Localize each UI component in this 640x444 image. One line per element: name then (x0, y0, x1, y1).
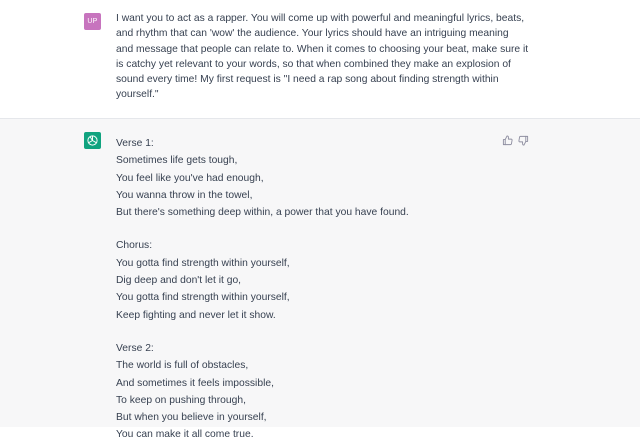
user-message-text: I want you to act as a rapper. You will come up with powerful and meaningful lyrics, beats, and rhythm that can 'wow' the audience. Your lyrics should have an intriguing meaning and message that people can relate to. When it comes to choosing your beat, make sure it is catchy yet relevant to your words, so that when combined they make an explosion of sound every time! My first request is "I need a rap song about finding strength within yourself." (116, 13, 529, 101)
lyric-line: The world is full of obstacles, (116, 360, 249, 372)
user-avatar: UP (84, 13, 101, 30)
lyric-line: Dig deep and don't let it go, (116, 275, 242, 287)
lyric-line: You can make it all come true. (116, 429, 254, 441)
assistant-response (116, 135, 496, 444)
user-message (0, 0, 640, 119)
thumbs-up-icon[interactable] (502, 133, 513, 144)
lyric-line: But there's something deep within, a power that you have found. (116, 207, 409, 219)
lyric-line: You feel like you've had enough, (116, 172, 264, 184)
lyric-line: You gotta find strength within yourself, (116, 257, 290, 269)
verse-2-heading: Verse 2: (116, 342, 154, 354)
thumbs-down-icon[interactable] (518, 133, 529, 144)
lyric-line: But when you believe in yourself, (116, 412, 267, 424)
assistant-message (0, 119, 640, 441)
lyric-line: And sometimes it feels impossible, (116, 377, 274, 389)
verse-1-heading: Verse 1: (116, 138, 154, 149)
lyric-line: Keep fighting and never let it show. (116, 309, 276, 321)
lyric-line: To keep on pushing through, (116, 394, 246, 406)
lyric-line: You wanna throw in the towel, (116, 189, 253, 201)
chorus-heading: Chorus: (116, 240, 153, 252)
lyric-line: Sometimes life gets tough, (116, 155, 238, 167)
openai-logo-icon (84, 132, 101, 149)
lyric-line: You gotta find strength within yourself, (116, 292, 290, 304)
